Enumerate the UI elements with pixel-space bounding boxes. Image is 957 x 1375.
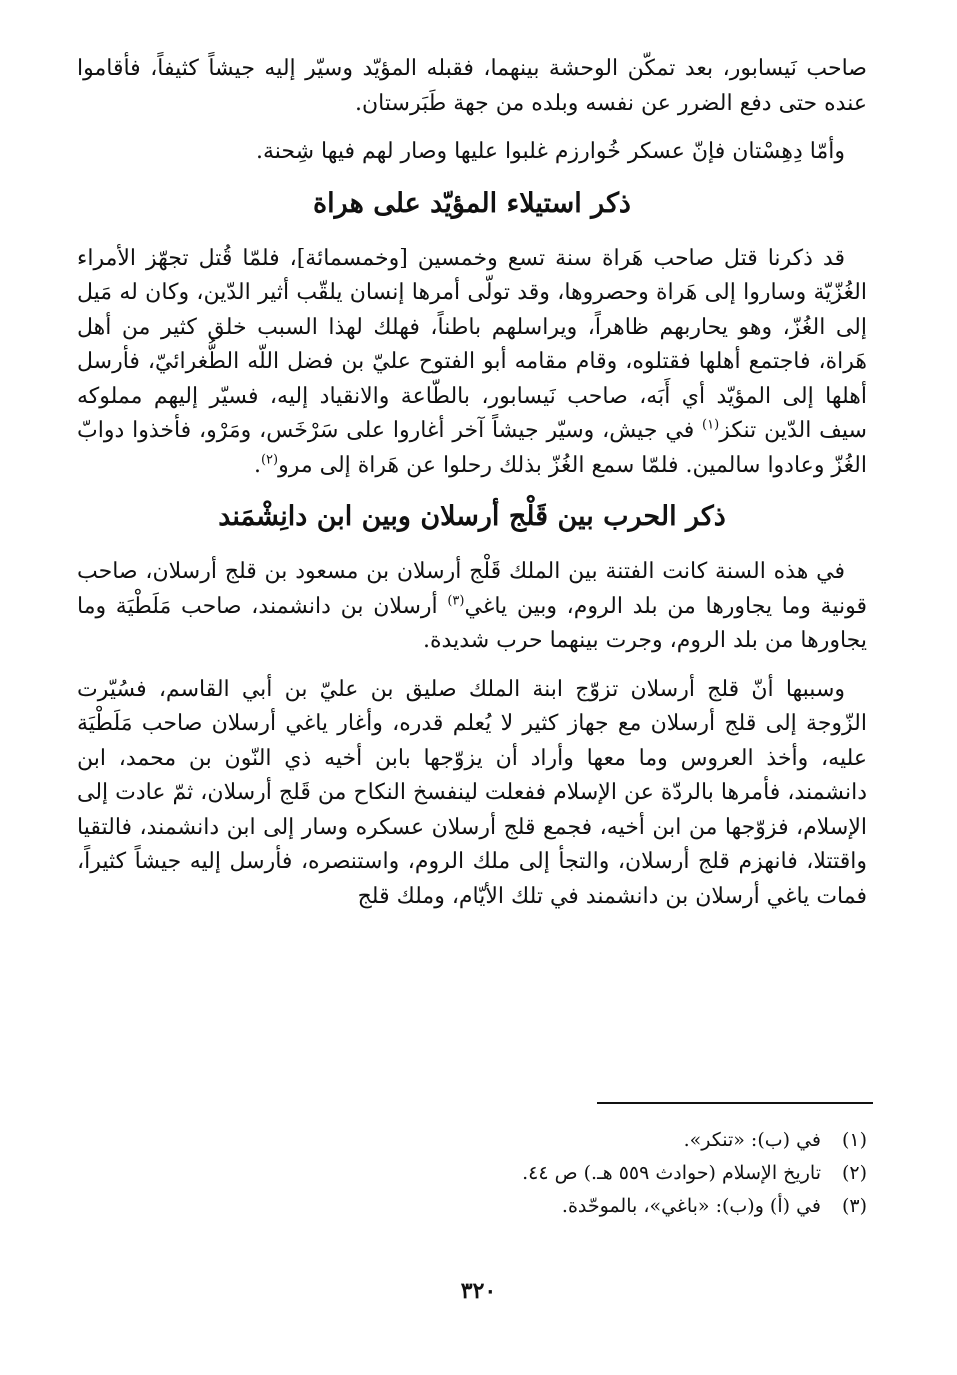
footnote-item bbox=[347, 1157, 867, 1190]
page-number: ٣٢٠ bbox=[460, 1278, 497, 1304]
footnote-text: في (ب): «تنكر». bbox=[683, 1129, 821, 1151]
footnote-ref-2[interactable]: (٢) bbox=[260, 452, 279, 468]
footnote-divider bbox=[597, 1102, 873, 1104]
footnote-number: (١) bbox=[841, 1129, 867, 1151]
footnote-ref-3[interactable]: (٣) bbox=[447, 593, 465, 609]
footnote-text: تاريخ الإسلام (حوادث ٥٥٩ هـ.) ص ٤٤. bbox=[522, 1162, 821, 1184]
paragraph-war bbox=[77, 555, 867, 659]
section-heading-herat: ذكر استيلاء المؤيّد على هراة bbox=[313, 187, 631, 219]
page-body bbox=[77, 52, 867, 928]
footnote-number: (٢) bbox=[841, 1162, 867, 1184]
paragraph-text: . bbox=[253, 452, 261, 478]
footnote-item bbox=[347, 1190, 867, 1223]
paragraph-text: وأمّا دِهِسْتان فإنّ عسكر خُوارزم غلبوا عليها وصار لهم فيها شِحنة. bbox=[255, 139, 845, 164]
paragraph-text: في جيش، وسيّر جيشاً آخر أغاروا على سَرْخَس، ومَرْو، فأخذوا دوابّ الغُزّ وعادوا سالمين. فلمّا سمع الغُزّ بذلك رحلوا عن هَراة إلى مرو bbox=[77, 418, 867, 478]
paragraph-intro bbox=[77, 52, 867, 121]
section-heading-war: ذكر الحرب بين قَلْج أرسلان وبين ابن دانِشْمَند bbox=[218, 501, 726, 532]
footnote-item bbox=[347, 1124, 867, 1157]
paragraph-text: صاحب نَيسابور، بعد تمكّن الوحشة بينهما، فقبله المؤيّد وسيّر إليه جيشاً كثيفاً، فأقاموا عنده حتى دفع الضرر عن نفسه وبلده من جهة طَبَرستان. bbox=[77, 56, 867, 116]
footnote-ref-1[interactable]: (١) bbox=[702, 417, 720, 433]
paragraph-text: وسببها أنّ قلج أرسلان تزوّج ابنة الملك صليق بن عليّ بن أبي القاسم، فسُيّرت الزّوجة إلى قلج أرسلان مع جهاز كثير لا يُعلم قدره، وأغار ياغي أرسلان صاحب مَلَطْيَة عليه، وأخذ العروس وما معها وأراد أن يزوّجها بابن أخيه ذي النّون بن محمد، ابن دانشمند، فأمرها بالردّة عن الإسلام ففعلت لينفسخ النكاح من قَلج أرسلان، ثمّ عادت إلى الإسلام، فزوّجها من ابن أخيه، فجمع قلج أرسلان عسكره وسار إلى ابن دانشمند، فالتقيا واقتتلا، فانهزم قلج أرسلان، والتجأ إلى ملك الروم، واستنصره، فأرسل إليه جيشاً كثيراً، فمات ياغي أرسلان بن دانشمند في تلك الأيّام، وملك قلج bbox=[77, 676, 867, 909]
paragraph-cause bbox=[77, 673, 867, 915]
paragraph-text: أرسلان بن دانشمند، صاحب مَلَطْيَة وما يجاورها من بلد الروم، وجرت بينهما حرب شديدة. bbox=[77, 593, 867, 653]
paragraph-text: قد ذكرنا قتل صاحب هَراة سنة تسع وخمسين [وخمسمائة]، فلمّا قُتل تجهّز الأمراء الغُزّيّة وساروا إلى هَراة وحصروها، وقد تولّى أمرها إنسان يلقّب أثير الدّين، وكان له مَيل إلى الغُزّ، وهو يحاربهم ظاهراً، ويراسلهم باطناً، فهلك لهذا السبب خلق كثير من أهل هَراة، فاجتمع أهلها فقتلوه، وقام مقامه أبو الفتوح عليّ بن فضل اللّه الطُّغرائيّ، فأرسل أهلها إلى المؤيّد أي أَبَه، صاحب نَيسابور، بالطّاعة والانقياد إليه، فسيّر إليهم مملوكه سيف الدّين تنكز bbox=[77, 245, 867, 443]
paragraph-text: في هذه السنة كانت الفتنة بين الملك قَلْج أرسلان بن مسعود بن قلج أرسلان، صاحب قونية وما يجاورها من بلد الروم، وبين ياغي bbox=[77, 559, 867, 619]
footnote-number: (٣) bbox=[841, 1195, 867, 1217]
footnotes bbox=[347, 1124, 867, 1223]
paragraph-dihistan bbox=[77, 135, 867, 170]
footnote-text: في (أ) و(ب): «باغي»، بالموحّدة. bbox=[561, 1195, 821, 1217]
paragraph-herat bbox=[77, 242, 867, 484]
